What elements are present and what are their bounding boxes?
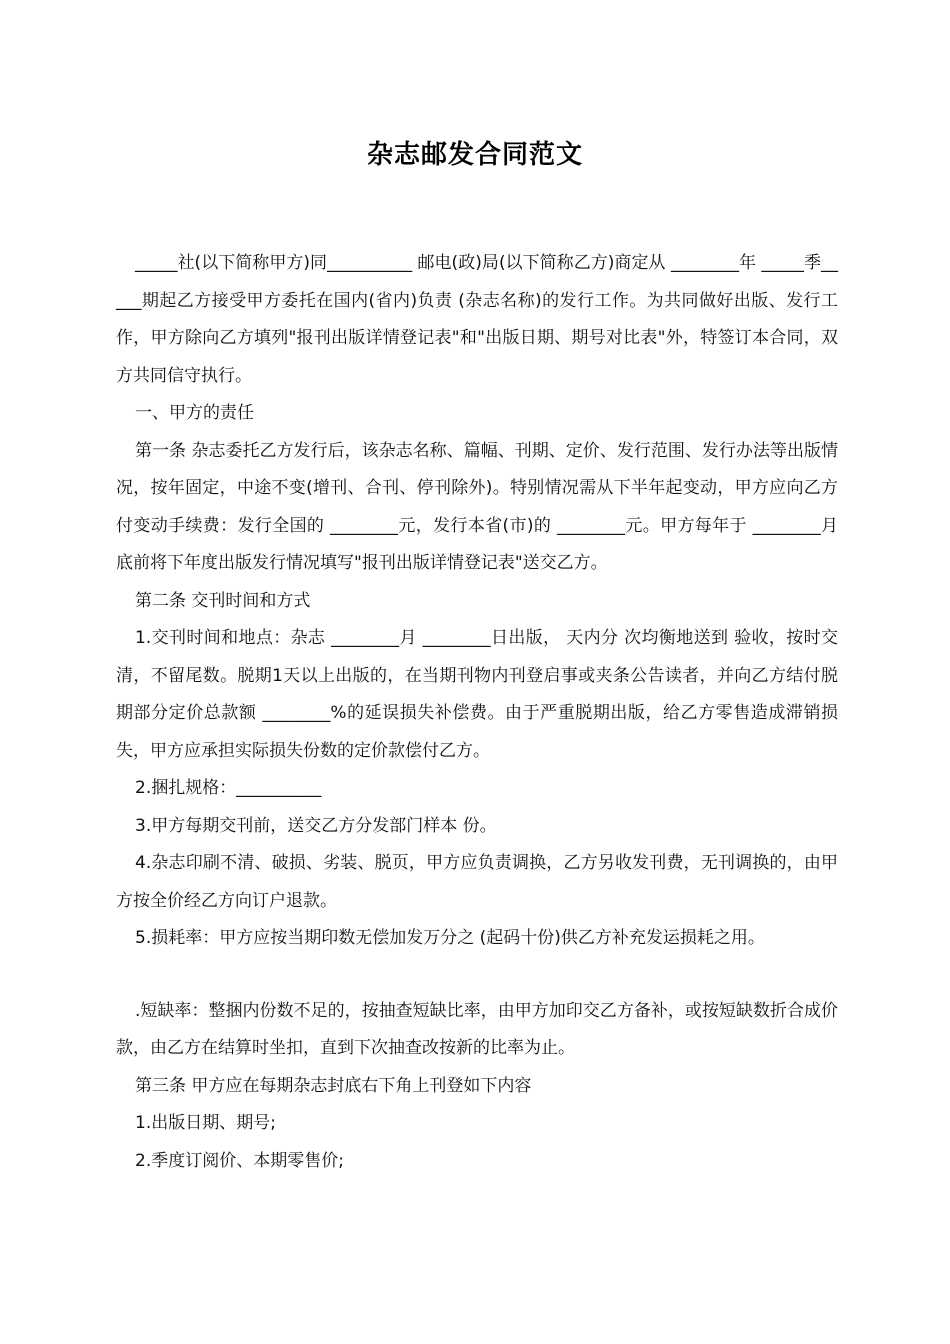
preamble-paragraph: _____社(以下简称甲方)同__________ 邮电(政)局(以下简称乙方)商定从 ________年 _____季_____期起乙方接受甲方委托在国内(省内)负责 (杂志名称)的发行工作。为共同做好出版、发行工作，甲方除向乙方填列"报刊出版详情登记表"和"出版日期、期号对比表"外，特签订本合同，双方共同信守执行。 bbox=[116, 253, 838, 386]
article-2-item-2: 2.捆扎规格：__________ bbox=[135, 778, 322, 798]
article-2-item-4: 4.杂志印刷不清、破损、劣装、脱页，甲方应负责调换，乙方另收发刊费，无刊调换的，由甲方按全价经乙方向订户退款。 bbox=[116, 853, 838, 911]
section-heading-party-a: 一、甲方的责任 bbox=[135, 403, 254, 423]
article-3-heading: 第三条 甲方应在每期杂志封底右下角上刊登如下内容 bbox=[135, 1075, 532, 1096]
article-2-item-5: 5.损耗率：甲方应按当期印数无偿加发万分之 (起码十份)供乙方补充发运损耗之用。 bbox=[135, 928, 765, 948]
article-2-item-6: .短缺率：整捆内份数不足的，按抽查短缺比率，由甲方加印交乙方备补，或按短缺数折合成价款，由乙方在结算时坐扣，直到下次抽查改按新的比率为止。 bbox=[116, 1000, 838, 1058]
article-1-paragraph: 第一条 杂志委托乙方发行后，该杂志名称、篇幅、刊期、定价、发行范围、发行办法等出版情况，按年固定，中途不变(增刊、合刊、停刊除外)。特别情况需从下半年起变动，甲方应向乙方付变动手续费：发行全国的 ________元，发行本省(市)的 ________元。甲方每年于 ________月底前将下年度出版发行情况填写"报刊出版详情登记表"送交乙方。 bbox=[116, 440, 838, 573]
article-2-item-3: 3.甲方每期交刊前，送交乙方分发部门样本 份。 bbox=[135, 815, 497, 836]
page-title: 杂志邮发合同范文 bbox=[366, 140, 583, 170]
article-2-item-1: 1.交刊时间和地点：杂志 ________月 ________日出版， 天内分 次均衡地送到 验收，按时交清，不留尾数。脱期1天以上出版的，在当期刊物内刊登启事或夹条公告读者，并向乙方结付脱期部分定价总款额 ________%的延误损失补偿费。由于严重脱期出版，给乙方零售造成滞销损失，甲方应承担实际损失份数的定价款偿付乙方。 bbox=[116, 628, 838, 761]
paragraph-spacer bbox=[116, 958, 838, 993]
article-3-item-1: 1.出版日期、期号; bbox=[135, 1113, 276, 1133]
article-2-heading: 第二条 交刊时间和方式 bbox=[135, 590, 311, 611]
document-body bbox=[116, 245, 838, 1180]
article-3-item-2: 2.季度订阅价、本期零售价; bbox=[135, 1150, 344, 1171]
